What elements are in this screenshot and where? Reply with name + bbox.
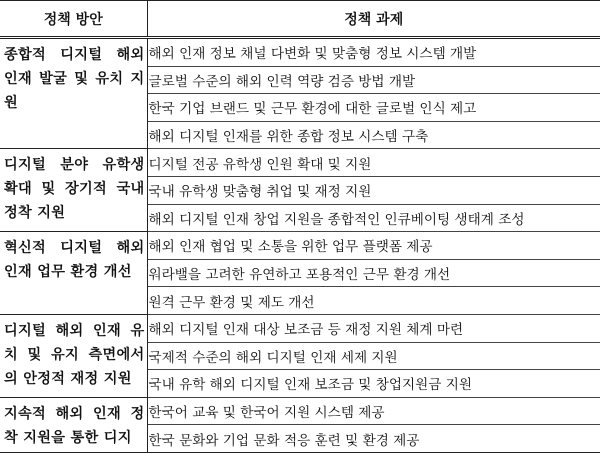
task-cell: 해외 인재 협업 및 소통을 위한 업무 플랫폼 제공 <box>147 232 600 260</box>
policy-text: 혁신적 디지털 해외 인재 업무 환경 개선 <box>4 240 145 281</box>
policy-text: 지속적 해외 인재 정착 지원을 통한 디지 <box>4 405 145 446</box>
table-row <box>0 397 600 425</box>
task-cell: 한국 기업 브랜드 및 근무 환경에 대한 글로벌 인식 제고 <box>147 94 600 122</box>
header-row <box>0 1 600 38</box>
table-row <box>0 38 600 67</box>
table-row <box>0 232 600 260</box>
table-row <box>0 149 600 177</box>
header-policy: 정책 방안 <box>0 1 147 38</box>
task-cell: 원격 근무 환경 및 제도 개선 <box>147 287 600 315</box>
task-cell: 해외 디지털 인재 창업 지원을 종합적인 인큐베이팅 생태계 조성 <box>147 204 600 232</box>
policy-cell <box>0 314 147 397</box>
task-cell: 디지털 전공 유학생 인원 확대 및 지원 <box>147 149 600 177</box>
policy-text: 종합적 디지털 해외 인재 발굴 및 유치 지원 <box>4 47 145 111</box>
policy-text: 디지털 해외 인재 유치 및 유지 측면에서의 안정적 재정 지원 <box>4 322 145 387</box>
table-row <box>0 314 600 342</box>
task-cell: 한국 문화와 기업 문화 적응 훈련 및 환경 제공 <box>147 425 600 453</box>
policy-cell <box>0 397 147 452</box>
policy-cell <box>0 232 147 315</box>
task-cell: 해외 디지털 인재 대상 보조금 등 재정 지원 체계 마련 <box>147 314 600 342</box>
task-cell: 워라밸을 고려한 유연하고 포용적인 근무 환경 개선 <box>147 259 600 287</box>
policy-text: 디지털 분야 유학생 확대 및 장기적 국내 정착 지원 <box>4 157 145 222</box>
policy-cell <box>0 38 147 149</box>
task-cell: 국내 유학 해외 디지털 인재 보조금 및 창업지원금 지원 <box>147 370 600 398</box>
task-cell: 한국어 교육 및 한국어 지원 시스템 제공 <box>147 397 600 425</box>
task-cell: 국제적 수준의 해외 디지털 인재 세제 지원 <box>147 342 600 370</box>
task-cell: 해외 인재 정보 채널 다변화 및 맞춤형 정보 시스템 개발 <box>147 38 600 67</box>
task-cell: 글로벌 수준의 해외 인력 역량 검증 방법 개발 <box>147 66 600 94</box>
task-cell: 국내 유학생 맞춤형 취업 및 재정 지원 <box>147 176 600 204</box>
header-tasks: 정책 과제 <box>147 1 600 38</box>
task-cell: 해외 디지털 인재를 위한 종합 정보 시스템 구축 <box>147 121 600 149</box>
policy-cell <box>0 149 147 232</box>
